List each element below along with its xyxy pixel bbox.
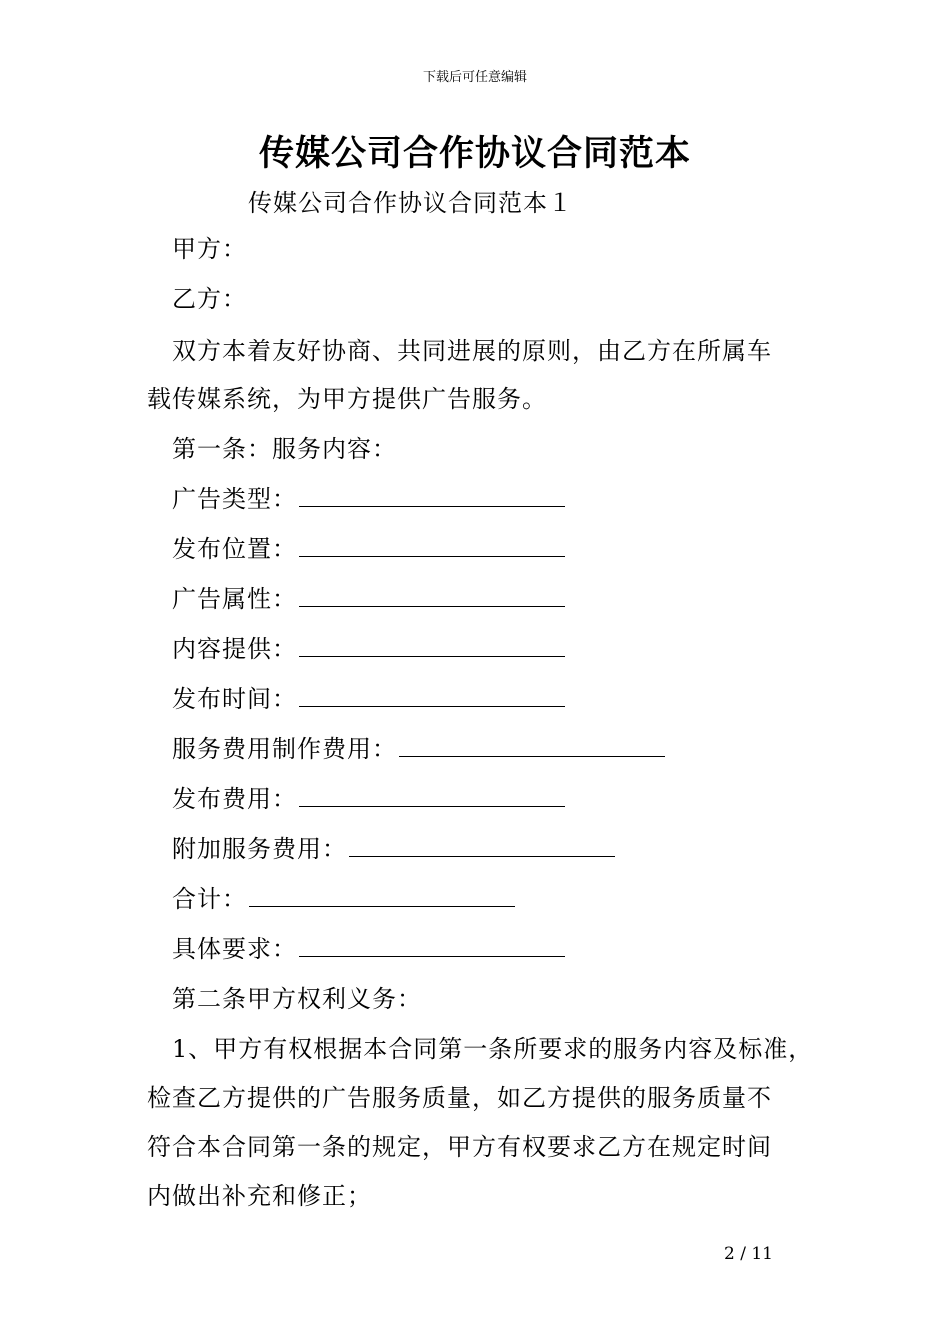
field-placement [172, 534, 565, 564]
clause-1-line-1: 1、甲方有权根据本合同第一条所要求的服务内容及标准， [172, 1035, 814, 1063]
field-label: 发布位置： [172, 535, 297, 563]
field-ad-type [172, 484, 565, 514]
clause-1-line-2: 检查乙方提供的广告服务质量，如乙方提供的服务质量不 [147, 1084, 772, 1112]
field-label: 附加服务费用： [172, 835, 347, 863]
clause-1-line-4: 内做出补充和修正； [147, 1182, 372, 1210]
field-content-provider [172, 634, 565, 664]
intro-line-1: 双方本着友好协商、共同进展的原则，由乙方在所属车 [172, 337, 772, 365]
fill-in-blank [299, 534, 565, 557]
document-title: 传媒公司合作协议合同范本 [258, 133, 691, 174]
fill-in-blank [299, 784, 565, 807]
party-b-label: 乙方： [172, 285, 247, 313]
field-ad-attribute [172, 584, 565, 614]
header-note: 下载后可任意编辑 [422, 70, 527, 85]
intro-line-2: 载传媒系统，为甲方提供广告服务。 [147, 385, 547, 413]
fill-in-blank [299, 584, 565, 607]
field-label: 发布费用： [172, 785, 297, 813]
field-total [172, 884, 515, 914]
fill-in-blank [299, 634, 565, 657]
field-label: 广告属性： [172, 585, 297, 613]
article-2-heading: 第二条甲方权利义务： [172, 985, 422, 1013]
party-a-label: 甲方： [172, 235, 247, 263]
field-label: 服务费用制作费用： [172, 735, 397, 763]
fill-in-blank [349, 834, 615, 857]
field-label: 内容提供： [172, 635, 297, 663]
page-number: 2 / 11 [724, 1244, 773, 1264]
fill-in-blank [299, 684, 565, 707]
field-extra-fee [172, 834, 615, 864]
fill-in-blank [399, 734, 665, 757]
fill-in-blank [249, 884, 515, 907]
field-publish-fee [172, 784, 565, 814]
field-label: 广告类型： [172, 485, 297, 513]
fill-in-blank [299, 934, 565, 957]
article-1-heading: 第一条：服务内容： [172, 435, 397, 463]
field-production-fee [172, 734, 665, 764]
field-label: 合计： [172, 885, 247, 913]
fill-in-blank [299, 484, 565, 507]
document-subtitle: 传媒公司合作协议合同范本１ [248, 189, 573, 217]
field-label: 具体要求： [172, 935, 297, 963]
field-publish-time [172, 684, 565, 714]
field-requirements [172, 934, 565, 964]
field-label: 发布时间： [172, 685, 297, 713]
clause-1-line-3: 符合本合同第一条的规定，甲方有权要求乙方在规定时间 [147, 1133, 772, 1161]
